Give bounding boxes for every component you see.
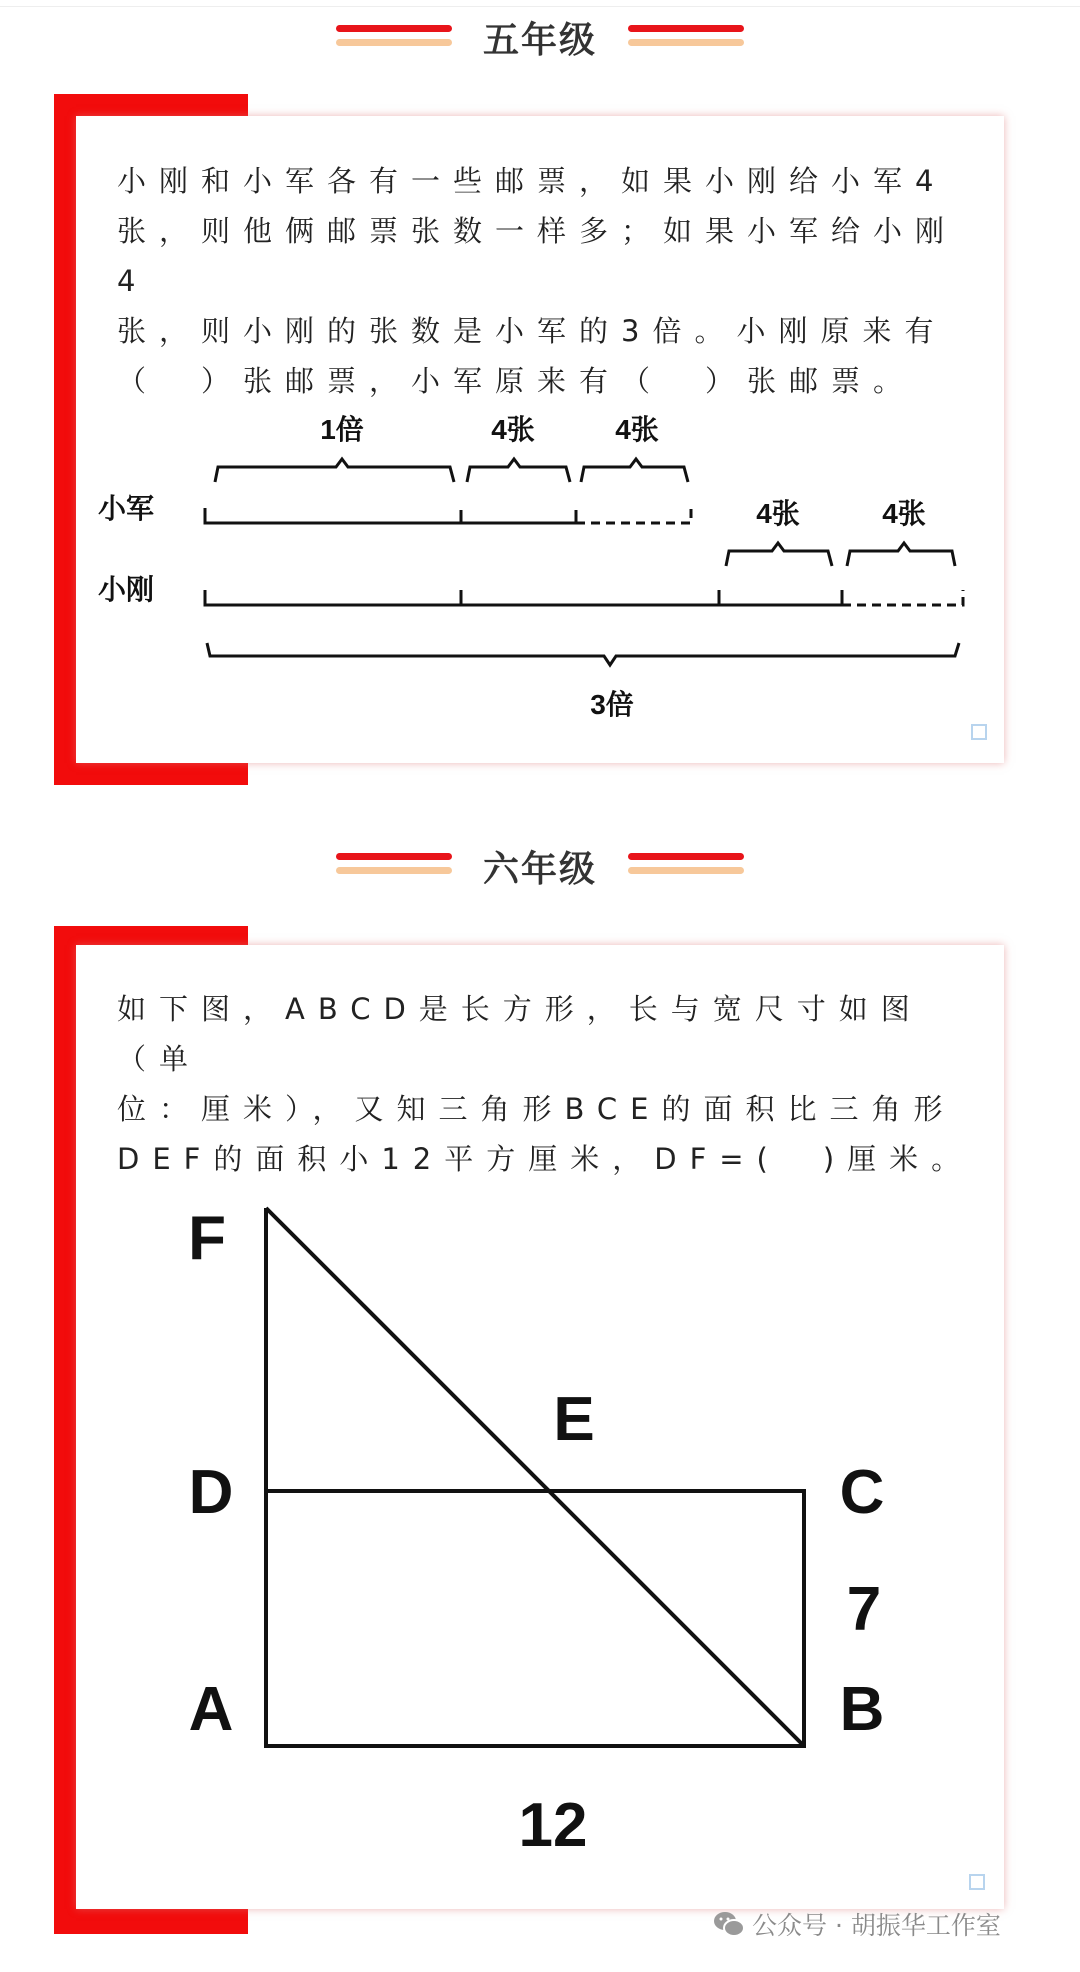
label-4-stamps: 4张 (756, 498, 800, 529)
line-segment-diagram (0, 0, 1080, 790)
vertex-label-f: F (188, 1204, 226, 1273)
image-placeholder-icon (969, 1874, 985, 1890)
red-frame-bottom (54, 1909, 248, 1934)
question-line: DEF的面积小12平方厘米，DF=( )厘米。 (117, 1142, 974, 1176)
row-label-xiaogang: 小刚 (97, 574, 155, 605)
row-label-xiaojun: 小军 (97, 493, 155, 524)
wechat-icon (712, 1909, 746, 1939)
brace-4d (847, 543, 955, 566)
question-line: 如下图，ABCD是长方形，长与宽尺寸如图（单 (117, 992, 923, 1076)
label-1x: 1倍 (320, 414, 364, 445)
brace-1x (215, 459, 454, 482)
geometry-figure (0, 1150, 1080, 1910)
vertex-label-c: C (839, 1458, 885, 1527)
question-line: 小刚和小军各有一些邮票，如果小刚给小军4 (117, 164, 947, 198)
brace-4b (581, 459, 688, 482)
watermark-text: 公众号 · 胡振华工作室 (752, 1911, 1001, 1940)
image-placeholder-icon (971, 724, 987, 740)
vertex-label-e: E (553, 1385, 595, 1454)
vertex-label-d: D (188, 1458, 234, 1527)
label-4-stamps: 4张 (491, 414, 535, 445)
height-label: 7 (846, 1575, 882, 1644)
question-line: 张，则小刚的张数是小军的3倍。小刚原来有 (117, 314, 947, 348)
xiaojun-segment (205, 508, 576, 523)
red-frame-top (54, 926, 248, 945)
section-title-grade6: 六年级 (482, 849, 597, 890)
title-decoration-right (628, 853, 744, 874)
segment-fb (266, 1208, 804, 1746)
vertex-label-b: B (839, 1675, 885, 1744)
section-title-grade5: 五年级 (482, 20, 597, 61)
vertex-label-a: A (188, 1675, 234, 1744)
question-line: 张，则他俩邮票张数一样多；如果小军给小刚4 (117, 214, 958, 298)
width-label: 12 (518, 1791, 588, 1860)
question-line: 位：厘米），又知三角形BCE的面积比三角形 (117, 1092, 956, 1126)
brace-4c (726, 543, 832, 566)
label-4-stamps: 4张 (615, 414, 659, 445)
rectangle-abcd (266, 1491, 804, 1746)
brace-4a (467, 459, 570, 482)
question-line: （ ）张邮票，小军原来有（ ）张邮票。 (117, 364, 916, 398)
xiaogang-segment (205, 590, 842, 605)
brace-3x (207, 643, 959, 665)
xiaogang-dashed-segment (842, 590, 963, 605)
xiaojun-dashed-segment (576, 508, 691, 523)
watermark (712, 1906, 1001, 1942)
label-4-stamps: 4张 (882, 498, 926, 529)
label-3x: 3倍 (590, 689, 634, 720)
